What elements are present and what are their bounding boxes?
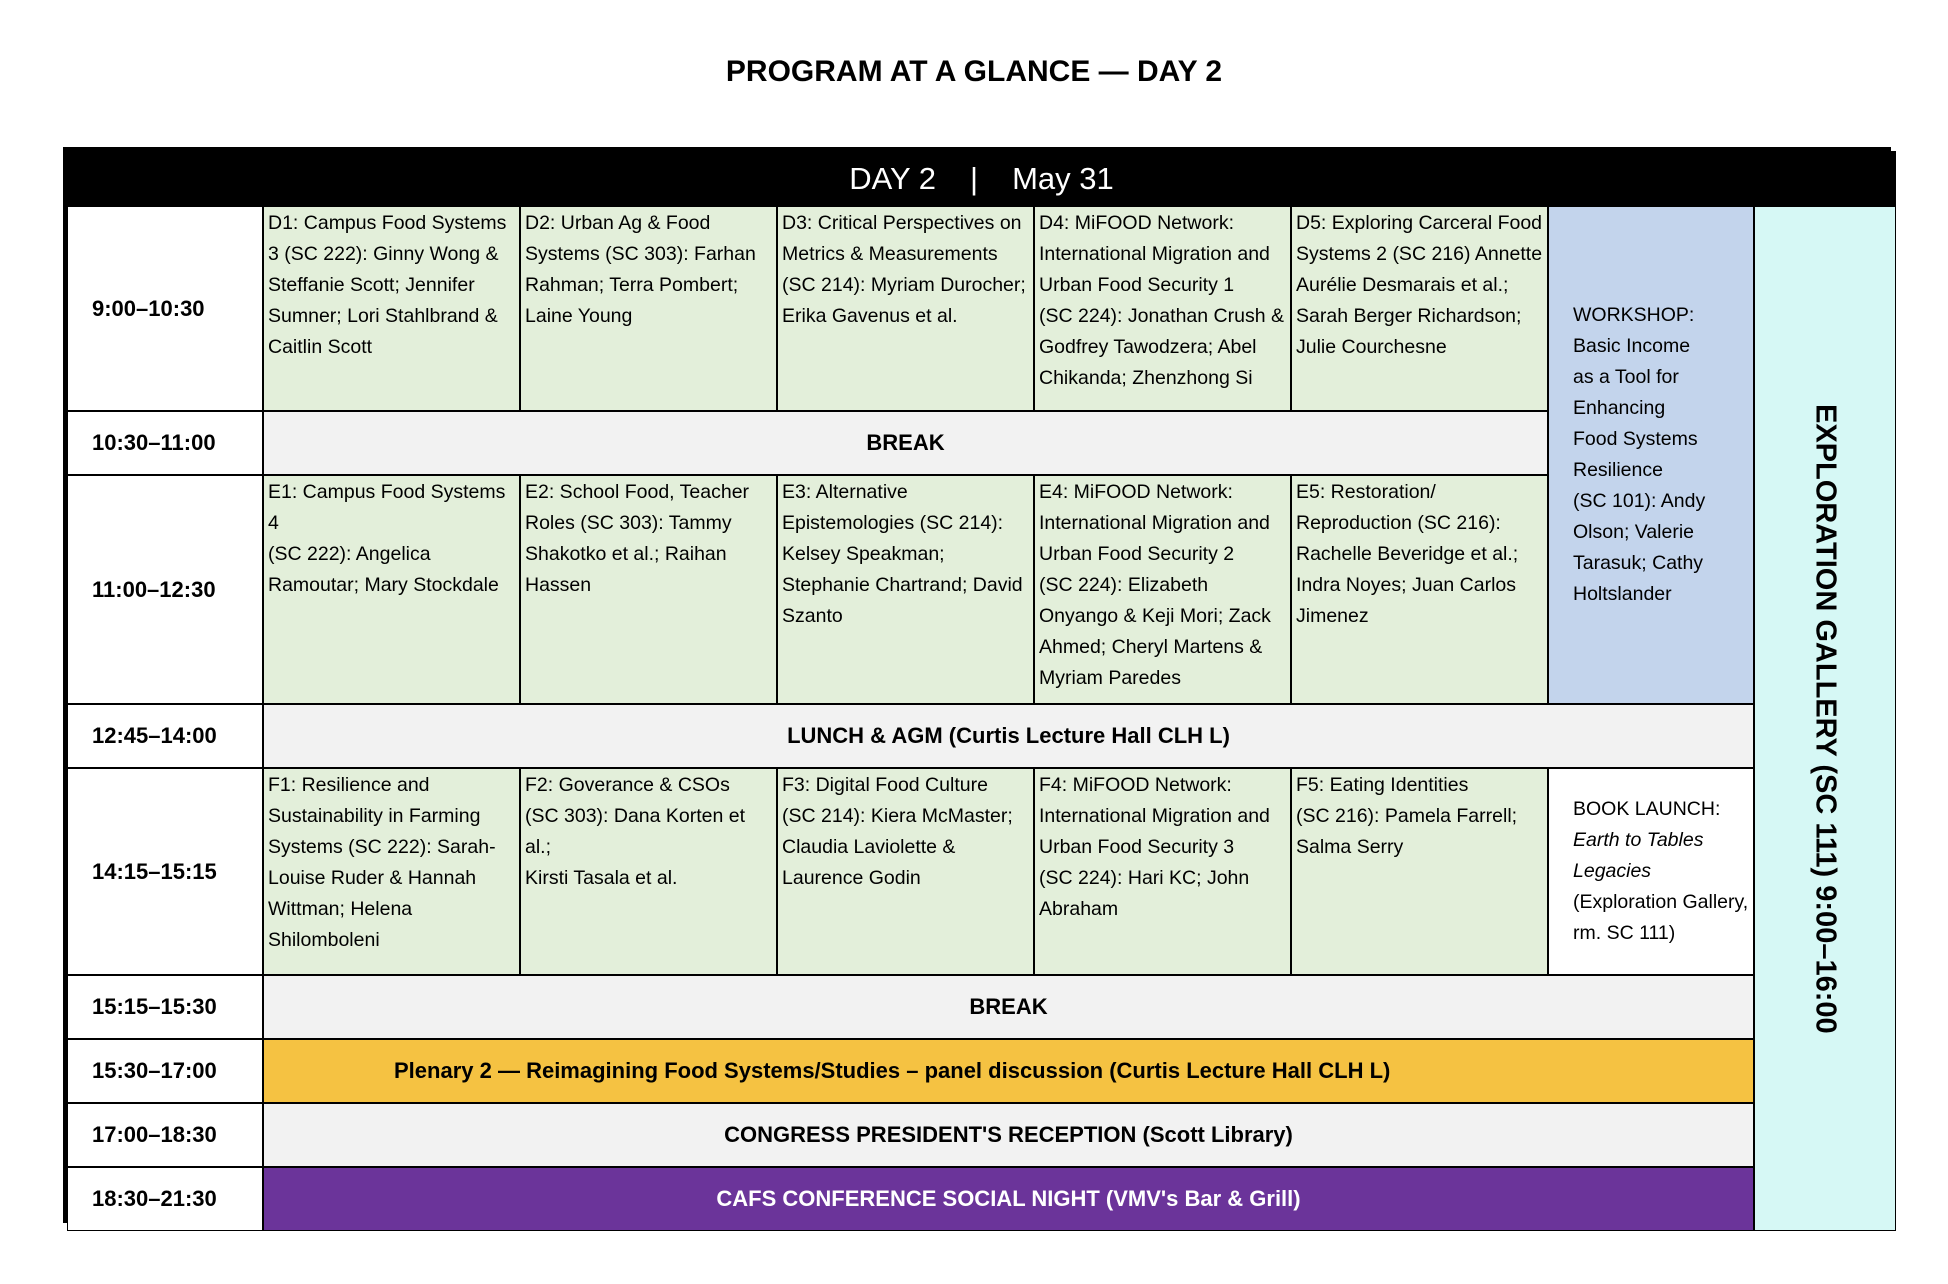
session-e2: E2: School Food, Teacher Roles (SC 303): Tammy Shakotko et al.; Raihan Hassen [520, 475, 777, 704]
session-d1: D1: Campus Food Systems 3 (SC 222): Ginny Wong & Steffanie Scott; Jennifer Sumner; Lori Stahlbrand & Caitlin Scott [263, 206, 520, 411]
session-f5: F5: Eating Identities (SC 216): Pamela Farrell; Salma Serry [1291, 768, 1548, 975]
session-f3: F3: Digital Food Culture (SC 214): Kiera McMaster; Claudia Laviolette & Laurence Godin [777, 768, 1034, 975]
president-reception: CONGRESS PRESIDENT'S RECEPTION (Scott Library) [263, 1103, 1754, 1167]
header-day: DAY 2 [849, 160, 936, 196]
workshop-cell: WORKSHOP: Basic Income as a Tool for Enhancing Food Systems Resilience (SC 101): Andy Olson; Valerie Tarasuk; Cathy Holtslander [1548, 206, 1754, 704]
time-slot: 15:15–15:30 [67, 975, 263, 1039]
time-slot: 18:30–21:30 [67, 1167, 263, 1231]
session-e3: E3: Alternative Epistemologies (SC 214): Kelsey Speakman; Stephanie Chartrand; David Szanto [777, 475, 1034, 704]
book-launch-cell: BOOK LAUNCH: Earth to Tables Legacies (Exploration Gallery, rm. SC 111) [1548, 768, 1754, 975]
schedule-table [63, 147, 1891, 1223]
session-f1: F1: Resilience and Sustainability in Farming Systems (SC 222): Sarah- Louise Ruder & Hannah Wittman; Helena Shilomboleni [263, 768, 520, 975]
time-slot: 10:30–11:00 [67, 411, 263, 475]
session-e4: E4: MiFOOD Network: International Migration and Urban Food Security 2 (SC 224): Elizabeth Onyango & Keji Mori; Zack Ahmed; Cheryl Martens & Myriam Paredes [1034, 475, 1291, 704]
session-f4: F4: MiFOOD Network: International Migration and Urban Food Security 3 (SC 224): Hari KC; John Abraham [1034, 768, 1291, 975]
lunch-agm: LUNCH & AGM (Curtis Lecture Hall CLH L) [263, 704, 1754, 768]
social-night: CAFS CONFERENCE SOCIAL NIGHT (VMV's Bar & Grill) [263, 1167, 1754, 1231]
plenary-session: Plenary 2 — Reimagining Food Systems/Studies – panel discussion (Curtis Lecture Hall CLH L) [263, 1039, 1754, 1103]
time-slot: 11:00–12:30 [67, 475, 263, 704]
gallery-label: EXPLORATION GALLERY (SC 111) 9:00–16:00 [1809, 403, 1842, 1034]
time-slot: 15:30–17:00 [67, 1039, 263, 1103]
page-title: PROGRAM AT A GLANCE — DAY 2 [725, 55, 1223, 88]
exploration-gallery [1754, 206, 1896, 1231]
session-f2: F2: Goverance & CSOs (SC 303): Dana Korten et al.; Kirsti Tasala et al. [520, 768, 777, 975]
table-header [67, 151, 1896, 206]
header-separator: | [970, 160, 979, 196]
break-afternoon: BREAK [263, 975, 1754, 1039]
time-slot: 17:00–18:30 [67, 1103, 263, 1167]
session-d3: D3: Critical Perspectives on Metrics & Measurements (SC 214): Myriam Durocher; Erika Gavenus et al. [777, 206, 1034, 411]
session-d5: D5: Exploring Carceral Food Systems 2 (SC 216) Annette Aurélie Desmarais et al.; Sarah Berger Richardson; Julie Courchesne [1291, 206, 1548, 411]
header-date: May 31 [1012, 160, 1114, 196]
session-d2: D2: Urban Ag & Food Systems (SC 303): Farhan Rahman; Terra Pombert; Laine Young [520, 206, 777, 411]
session-d4: D4: MiFOOD Network: International Migration and Urban Food Security 1 (SC 224): Jonathan Crush & Godfrey Tawodzera; Abel Chikanda; Zhenzhong Si [1034, 206, 1291, 411]
time-slot: 9:00–10:30 [67, 206, 263, 411]
session-e1: E1: Campus Food Systems 4 (SC 222): Angelica Ramoutar; Mary Stockdale [263, 475, 520, 704]
time-slot: 14:15–15:15 [67, 768, 263, 975]
time-slot: 12:45–14:00 [67, 704, 263, 768]
session-e5: E5: Restoration/ Reproduction (SC 216): Rachelle Beveridge et al.; Indra Noyes; Juan Carlos Jimenez [1291, 475, 1548, 704]
break-morning: BREAK [263, 411, 1548, 475]
